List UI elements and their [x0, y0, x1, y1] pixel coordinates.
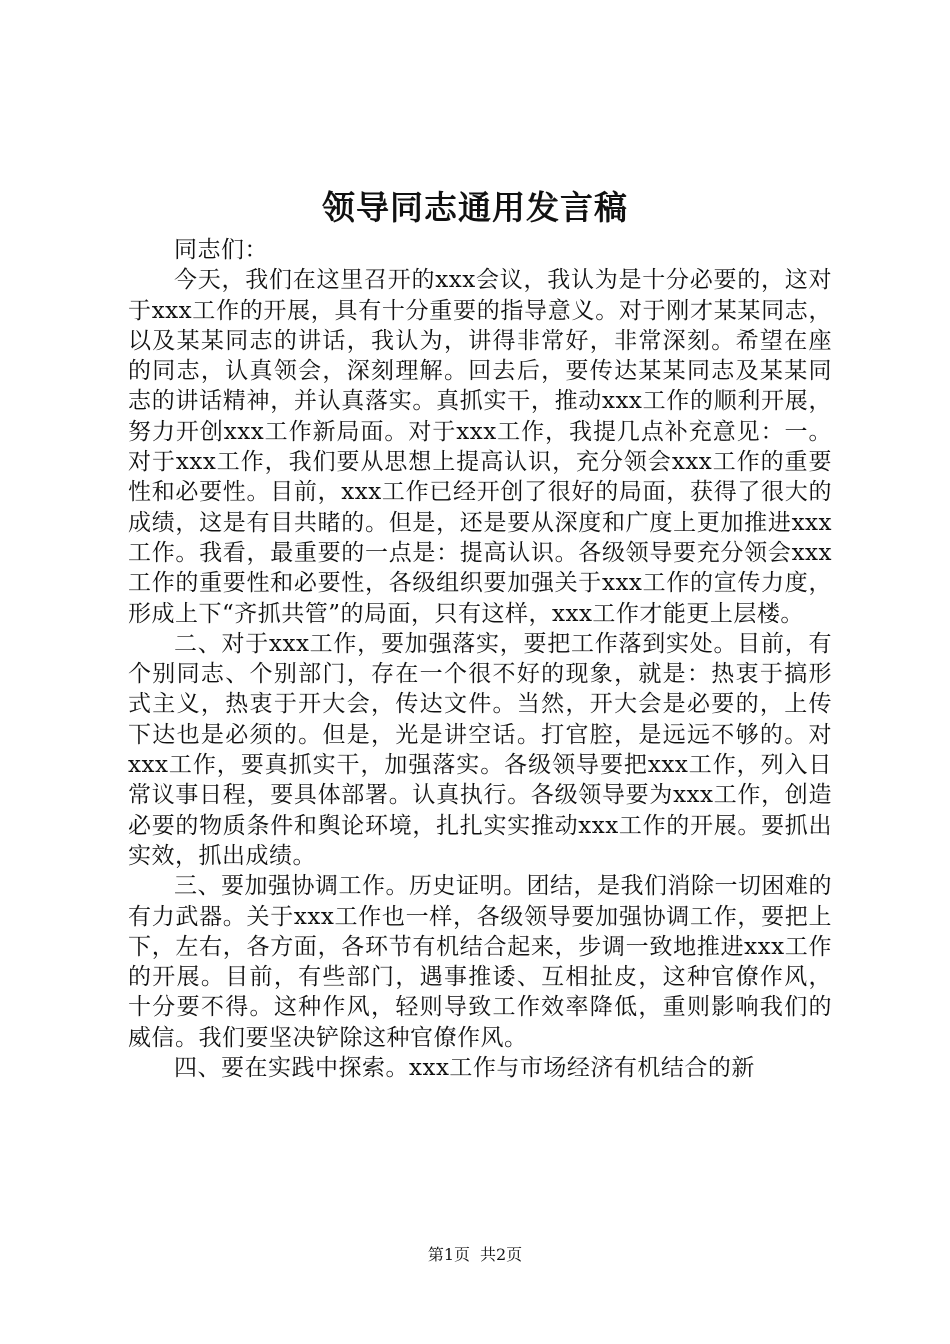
- page-total: 共2页: [480, 1245, 523, 1264]
- page-footer: [0, 1244, 950, 1266]
- document-body: [128, 235, 832, 1083]
- paragraph-2: 二、对于xxx工作，要加强落实，要把工作落到实处。目前，有个别同志、个别部门，存在一个很不好的现象，就是：热衷于搞形式主义，热衷于开大会，传达文件。当然，开大会是必要的，上传下达也是必须的。但是，光是讲空话。打官腔，是远远不够的。对xxx工作，要真抓实干，加强落实。各级领导要把xxx工作，列入日常议事日程，要具体部署。认真执行。各级领导要为xxx工作，创造必要的物质条件和舆论环境，扎扎实实推动xxx工作的开展。要抓出实效，抓出成绩。: [128, 630, 832, 869]
- paragraph-3: 三、要加强协调工作。历史证明。团结，是我们消除一切困难的有力武器。关于xxx工作也一样，各级领导要加强协调工作，要把上下，左右，各方面，各环节有机结合起来，步调一致地推进xxx工作的开展。目前，有些部门，遇事推诿、互相扯皮，这种官僚作风，十分要不得。这种作风，轻则导致工作效率降低，重则影响我们的威信。我们要坚决铲除这种官僚作风。: [128, 873, 832, 1051]
- page-number: 第1页: [427, 1245, 470, 1264]
- salutation: 同志们：: [174, 237, 268, 263]
- paragraph-4: 四、要在实践中探索。xxx工作与市场经济有机结合的新: [174, 1055, 755, 1082]
- document-title: 领导同志通用发言稿: [322, 188, 628, 227]
- paragraph-1: 今天，我们在这里召开的xxx会议，我认为是十分必要的，这对于xxx工作的开展，具有十分重要的指导意义。对于刚才某某同志，以及某某同志的讲话，我认为，讲得非常好，非常深刻。希望在座的同志，认真领会，深刻理解。回去后，要传达某某同志及某某同志的讲话精神，并认真落实。真抓实干，推动xxx工作的顺利开展，努力开创xxx工作新局面。对于xxx工作，我提几点补充意见：一。对于xxx工作，我们要从思想上提高认识，充分领会xxx工作的重要性和必要性。目前，xxx工作已经开创了很好的局面，获得了很大的成绩，这是有目共睹的。但是，还是要从深度和广度上更加推进xxx工作。我看，最重要的一点是：提高认识。各级领导要充分领会xxx工作的重要性和必要性，各级组织要加强关于xxx工作的宣传力度，形成上下“齐抓共管”的局面，只有这样，xxx工作才能更上层楼。: [128, 267, 832, 627]
